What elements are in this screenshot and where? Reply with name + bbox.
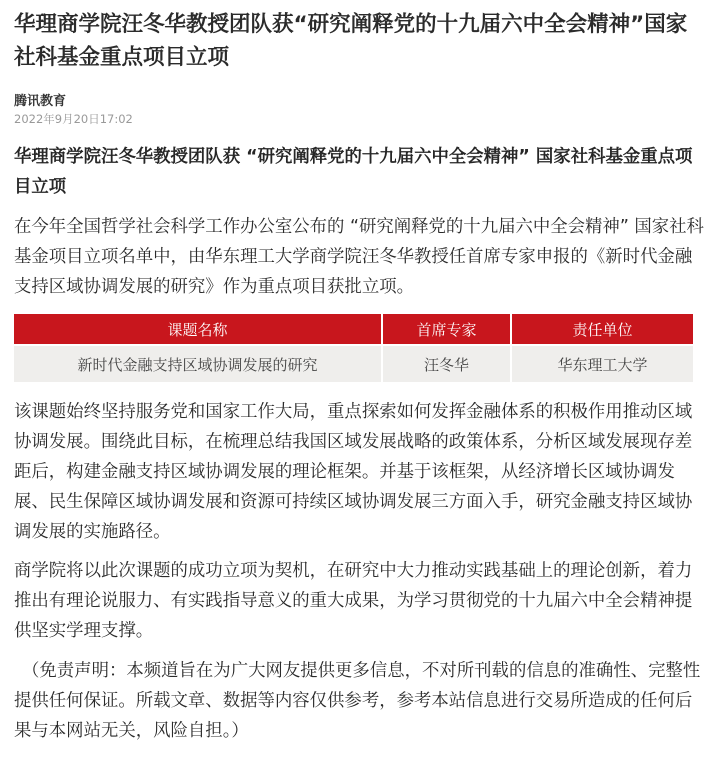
table-header-row xyxy=(14,314,693,345)
paragraph-disclaimer: （免责声明：本频道旨在为广大网友提供更多信息，不对所刊载的信息的准确性、完整性提供任何保证。所载文章、数据等内容仅供参考，参考本站信息进行交易所造成的任何后果与本网站无关，风险自担。） xyxy=(14,661,701,741)
project-table xyxy=(14,314,693,380)
table-cell-chief-expert: 汪冬华 xyxy=(382,345,511,382)
table-cell-project-name: 新时代金融支持区域协调发展的研究 xyxy=(14,345,382,382)
paragraph-intro: 在今年全国哲学社会科学工作办公室公布的 “研究阐释党的十九届六中全会精神” 国家社科基金项目立项名单中，由华东理工大学商学院汪冬华教授任首席专家申报的《新时代金融支持区域协调发展的研究》作为重点项目获批立项。 xyxy=(14,217,704,297)
table-row xyxy=(14,345,693,382)
article-title: 华理商学院汪冬华教授团队获“研究阐释党的十九届六中全会精神”国家社科基金重点项目立项 xyxy=(14,12,688,70)
table-header-chief-expert: 首席专家 xyxy=(382,314,511,345)
paragraph-research-content: 该课题始终坚持服务党和国家工作大局，重点探索如何发挥金融体系的积极作用推动区域协调发展。围绕此目标，在梳理总结我国区域发展战略的政策体系，分析区域发展现存差距后，构建金融支持区域协调发展的理论框架。并基于该框架，从经济增长区域协调发展、民生保障区域协调发展和资源可持续区域协调发展三方面入手，研究金融支持区域协调发展的实施路径。 xyxy=(14,402,693,542)
paragraph-outlook: 商学院将以此次课题的成功立项为契机，在研究中大力推动实践基础上的理论创新，着力推出有理论说服力、有实践指导意义的重大成果，为学习贯彻党的十九届六中全会精神提供坚实学理支撑。 xyxy=(14,561,693,641)
article-date: 2022年9月20日17:02 xyxy=(14,112,133,126)
article-source[interactable]: 腾讯教育 xyxy=(14,94,67,109)
table-header-project-name: 课题名称 xyxy=(14,314,382,345)
table-header-responsible-unit: 责任单位 xyxy=(511,314,693,345)
article-subtitle: 华理商学院汪冬华教授团队获 “研究阐释党的十九届六中全会精神” 国家社科基金重点项目立项 xyxy=(14,147,693,197)
table-cell-responsible-unit: 华东理工大学 xyxy=(511,345,693,382)
